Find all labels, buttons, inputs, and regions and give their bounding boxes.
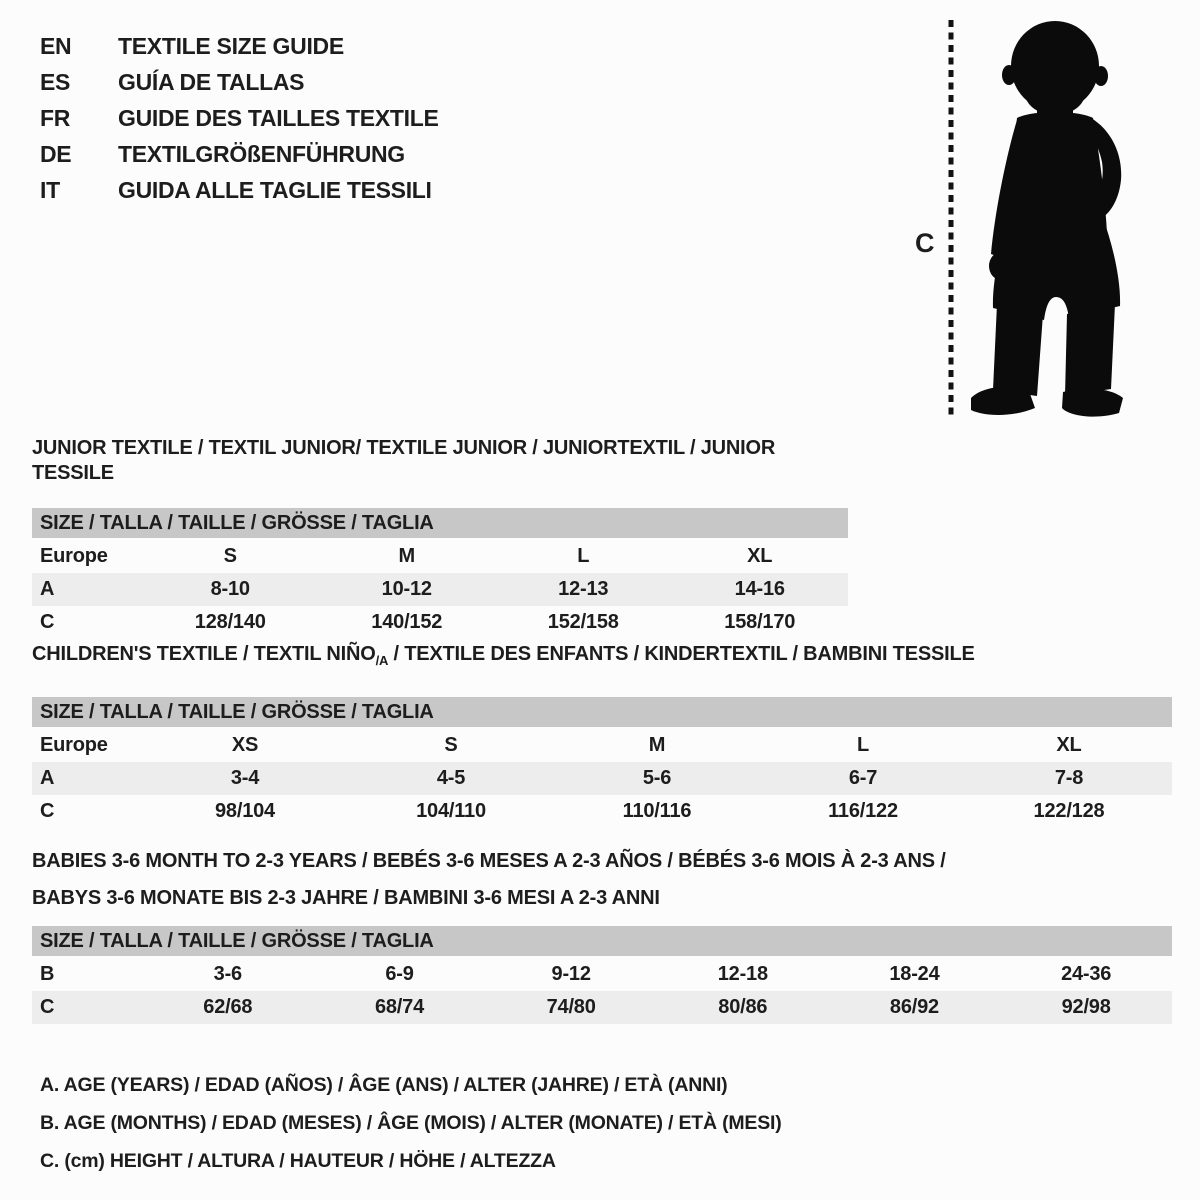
size-cell: 80/86 xyxy=(718,996,768,1018)
size-cell: 92/98 xyxy=(1061,996,1111,1018)
size-header-bar: SIZE / TALLA / TAILLE / GRÖSSE / TAGLIA xyxy=(32,697,1172,727)
size-cell: 10-12 xyxy=(381,578,432,600)
heading-subscript: /A xyxy=(375,653,389,668)
language-title: GUIDE DES TAILLES TEXTILE xyxy=(118,105,439,131)
size-cell: 140/152 xyxy=(371,611,443,633)
size-header-bar: SIZE / TALLA / TAILLE / GRÖSSE / TAGLIA xyxy=(32,508,848,538)
table-row xyxy=(32,795,1172,828)
section-junior-textile xyxy=(32,436,848,639)
size-cell: 152/158 xyxy=(547,611,619,633)
language-row-es xyxy=(40,64,439,100)
table-row xyxy=(32,762,1172,795)
size-cell: 24-36 xyxy=(1061,963,1112,985)
size-cell: 9-12 xyxy=(551,963,591,985)
height-measure-figure xyxy=(905,12,1155,422)
table-row xyxy=(32,606,848,639)
size-cell: 18-24 xyxy=(889,963,940,985)
size-cell: 74/80 xyxy=(546,996,596,1018)
heading-line-2: BABYS 3-6 MONATE BIS 2-3 JAHRE / BAMBINI 3-6 MESI A 2-3 ANNI xyxy=(32,887,660,909)
section-heading xyxy=(32,843,1172,917)
size-cell: 4-5 xyxy=(436,767,466,789)
row-label: C xyxy=(40,996,55,1018)
language-row-fr xyxy=(40,100,439,136)
section-heading xyxy=(32,642,1172,673)
language-code: DE xyxy=(40,141,72,167)
size-cell: 158/170 xyxy=(724,611,796,633)
size-cell: 116/122 xyxy=(828,800,898,822)
size-cell: 8-10 xyxy=(210,578,250,600)
size-cell: 110/116 xyxy=(622,800,692,822)
size-cell: 14-16 xyxy=(734,578,785,600)
size-cell: 62/68 xyxy=(203,996,253,1018)
language-title-list xyxy=(40,28,439,208)
size-header-bar: SIZE / TALLA / TAILLE / GRÖSSE / TAGLIA xyxy=(32,926,1172,956)
row-label: A xyxy=(40,578,55,600)
babies-size-table xyxy=(32,958,1172,1024)
row-label: C xyxy=(40,800,55,822)
heading-text: CHILDREN'S TEXTILE / TEXTIL NIÑO xyxy=(32,643,376,665)
row-label: Europe xyxy=(40,545,108,567)
language-row-it xyxy=(40,172,439,208)
size-cell: 68/74 xyxy=(374,996,425,1018)
language-title: TEXTILE SIZE GUIDE xyxy=(118,33,344,59)
row-label: C xyxy=(40,611,55,633)
table-row xyxy=(32,991,1172,1024)
size-cell: S xyxy=(444,734,458,756)
legend-line-b: B. AGE (MONTHS) / EDAD (MESES) / ÂGE (MOIS) / ALTER (MONATE) / ETÀ (MESI) xyxy=(40,1112,782,1134)
size-cell: 128/140 xyxy=(194,611,266,633)
language-code: FR xyxy=(40,105,71,131)
size-cell: 7-8 xyxy=(1054,767,1084,789)
measurement-legend xyxy=(40,1066,782,1180)
language-title: GUÍA DE TALLAS xyxy=(118,69,305,95)
size-cell: 3-6 xyxy=(213,963,242,985)
heading-line-1: BABIES 3-6 MONTH TO 2-3 YEARS / BEBÉS 3-6 MESES A 2-3 AÑOS / BÉBÉS 3-6 MOIS À 2-3 ANS / xyxy=(32,850,946,872)
toddler-silhouette-icon xyxy=(971,21,1123,417)
size-cell: 122/128 xyxy=(1033,800,1105,822)
childrens-size-table xyxy=(32,729,1172,828)
language-row-en xyxy=(40,28,439,64)
size-cell: 3-4 xyxy=(230,767,260,789)
row-label: Europe xyxy=(40,734,108,756)
size-cell: 12-18 xyxy=(717,963,768,985)
size-cell: 6-7 xyxy=(848,767,878,789)
size-cell: XS xyxy=(231,734,259,756)
size-cell: M xyxy=(648,734,666,756)
table-row xyxy=(32,958,1172,991)
size-cell: 12-13 xyxy=(558,578,609,600)
table-row xyxy=(32,573,848,606)
heading-text: / TEXTILE DES ENFANTS / KINDERTEXTIL / BAMBINI TESSILE xyxy=(388,643,975,665)
size-cell: M xyxy=(398,545,415,567)
junior-size-table xyxy=(32,540,848,639)
table-row xyxy=(32,729,1172,762)
height-measure-label: C xyxy=(915,228,935,258)
size-cell: 98/104 xyxy=(215,800,275,822)
size-cell: 104/110 xyxy=(416,800,486,822)
size-cell: L xyxy=(577,545,590,567)
language-title: TEXTILGRÖßENFÜHRUNG xyxy=(118,141,405,167)
language-code: EN xyxy=(40,33,72,59)
legend-line-c: C. (cm) HEIGHT / ALTURA / HAUTEUR / HÖHE / ALTEZZA xyxy=(40,1150,556,1172)
size-cell: 6-9 xyxy=(385,963,414,985)
size-cell: S xyxy=(223,545,237,567)
table-row xyxy=(32,540,848,573)
language-code: IT xyxy=(40,177,60,203)
section-childrens-textile xyxy=(32,642,1172,828)
language-row-de xyxy=(40,136,439,172)
row-label: A xyxy=(40,767,55,789)
size-cell: XL xyxy=(747,545,773,567)
size-cell: XL xyxy=(1056,734,1082,756)
language-code: ES xyxy=(40,69,71,95)
language-title: GUIDA ALLE TAGLIE TESSILI xyxy=(118,177,432,203)
row-label: B xyxy=(40,963,55,985)
size-cell: L xyxy=(856,734,870,756)
legend-line-a: A. AGE (YEARS) / EDAD (AÑOS) / ÂGE (ANS) / ALTER (JAHRE) / ETÀ (ANNI) xyxy=(40,1074,728,1096)
size-cell: 5-6 xyxy=(642,767,672,789)
section-babies-textile xyxy=(32,843,1172,1024)
section-heading: JUNIOR TEXTILE / TEXTIL JUNIOR/ TEXTILE JUNIOR / JUNIORTEXTIL / JUNIOR TESSILE xyxy=(32,437,776,484)
size-cell: 86/92 xyxy=(889,996,939,1018)
